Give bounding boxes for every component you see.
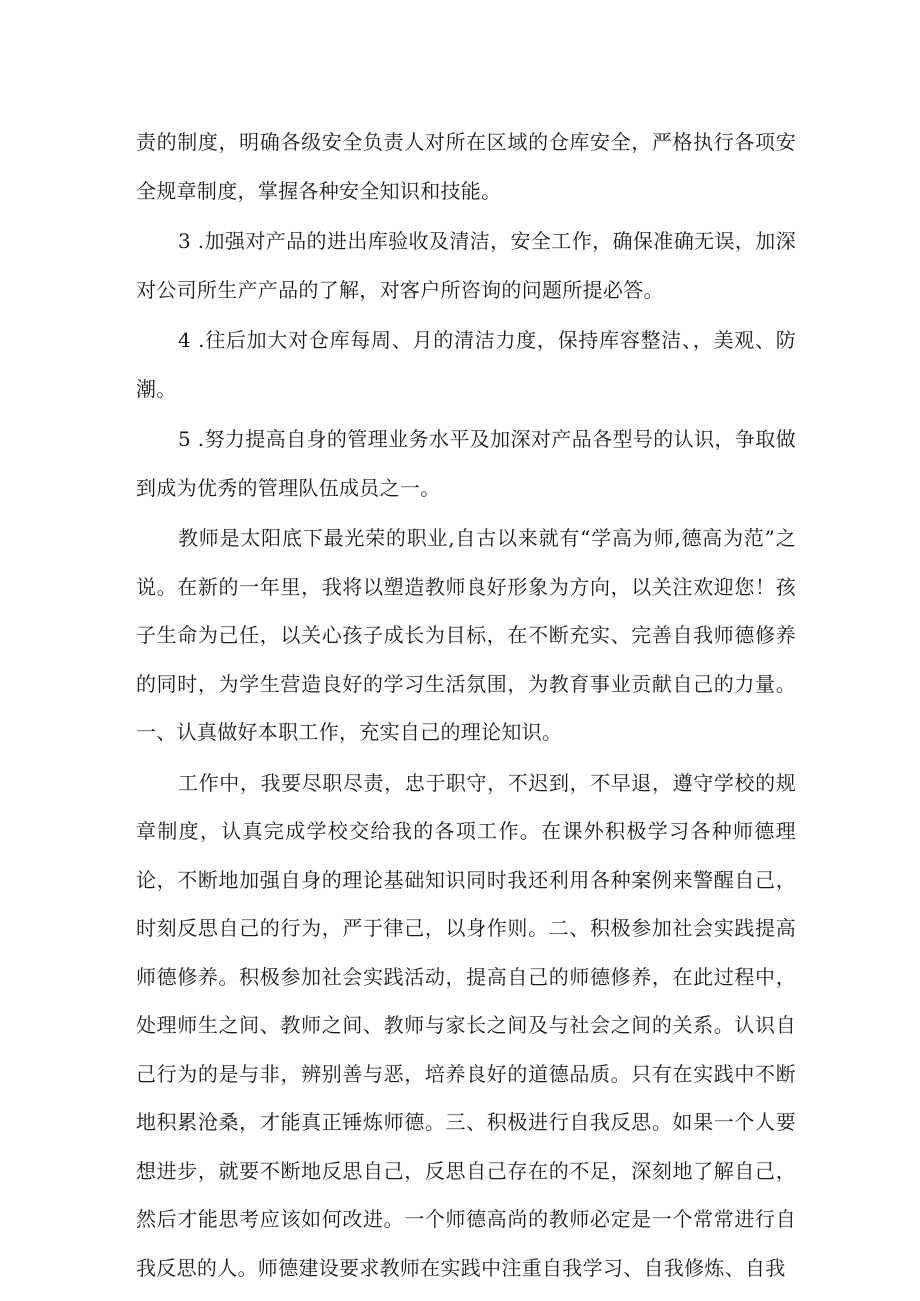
paragraph-teacher-work: 工作中，我要尽职尽责，忠于职守，不迟到，不早退，遵守学校的规章制度，认真完成学校交给我的各项工作。在课外积极学习各种师德理论，不断地加强自身的理论基础知识同时我还利用各种案例来警醒自己，时刻反思自己的行为，严于律己，以身作则。二、积极参加社会实践提高师德修养。积极参加社会实践活动，提高自己的师德修养，在此过程中，处理师生之间、教师之间、教师与家长之间及与社会之间的关系。认识自己行为的是与非，辨别善与恶，培养良好的道德品质。只有在实践中不断地积累沧桑，才能真正锤炼师德。三、积极进行自我反思。如果一个人要想进步，就要不断地反思自己，反思自己存在的不足，深刻地了解自己，然后才能思考应该如何改进。一个师德高尚的教师必定是一个常常进行自我反思的人。师德建设要求教师在实践中注重自我学习、自我修炼、自我	[136, 770, 796, 1280]
paragraph-item-4: 4 .往后加大对仓库每周、月的清洁力度，保持库容整洁、，美观、防潮。	[136, 328, 796, 401]
paragraph-continued: 责的制度，明确各级安全负责人对所在区域的仓库安全，严格执行各项安全规章制度，掌握各种安全知识和技能。	[136, 130, 796, 203]
paragraph-item-3: 3 .加强对产品的进出库验收及清洁，安全工作，确保准确无误，加深对公司所生产产品的了解，对客户所咨询的问题所提必答。	[136, 229, 796, 302]
document-body	[136, 118, 796, 1292]
paragraph-teacher-intro: 教师是太阳底下最光荣的职业,自古以来就有“学高为师,德高为范”之说。在新的一年里，我将以塑造教师良好形象为方向，以关注欢迎您！孩子生命为己任，以关心孩子成长为目标，在不断充实、完善自我师德修养的同时，为学生营造良好的学习生活氛围，为教育事业贡献自己的力量。一、认真做好本职工作，充实自己的理论知识。	[136, 526, 796, 744]
paragraph-item-5: 5 .努力提高自身的管理业务水平及加深对产品各型号的认识，争取做到成为优秀的管理队伍成员之一。	[136, 427, 796, 500]
